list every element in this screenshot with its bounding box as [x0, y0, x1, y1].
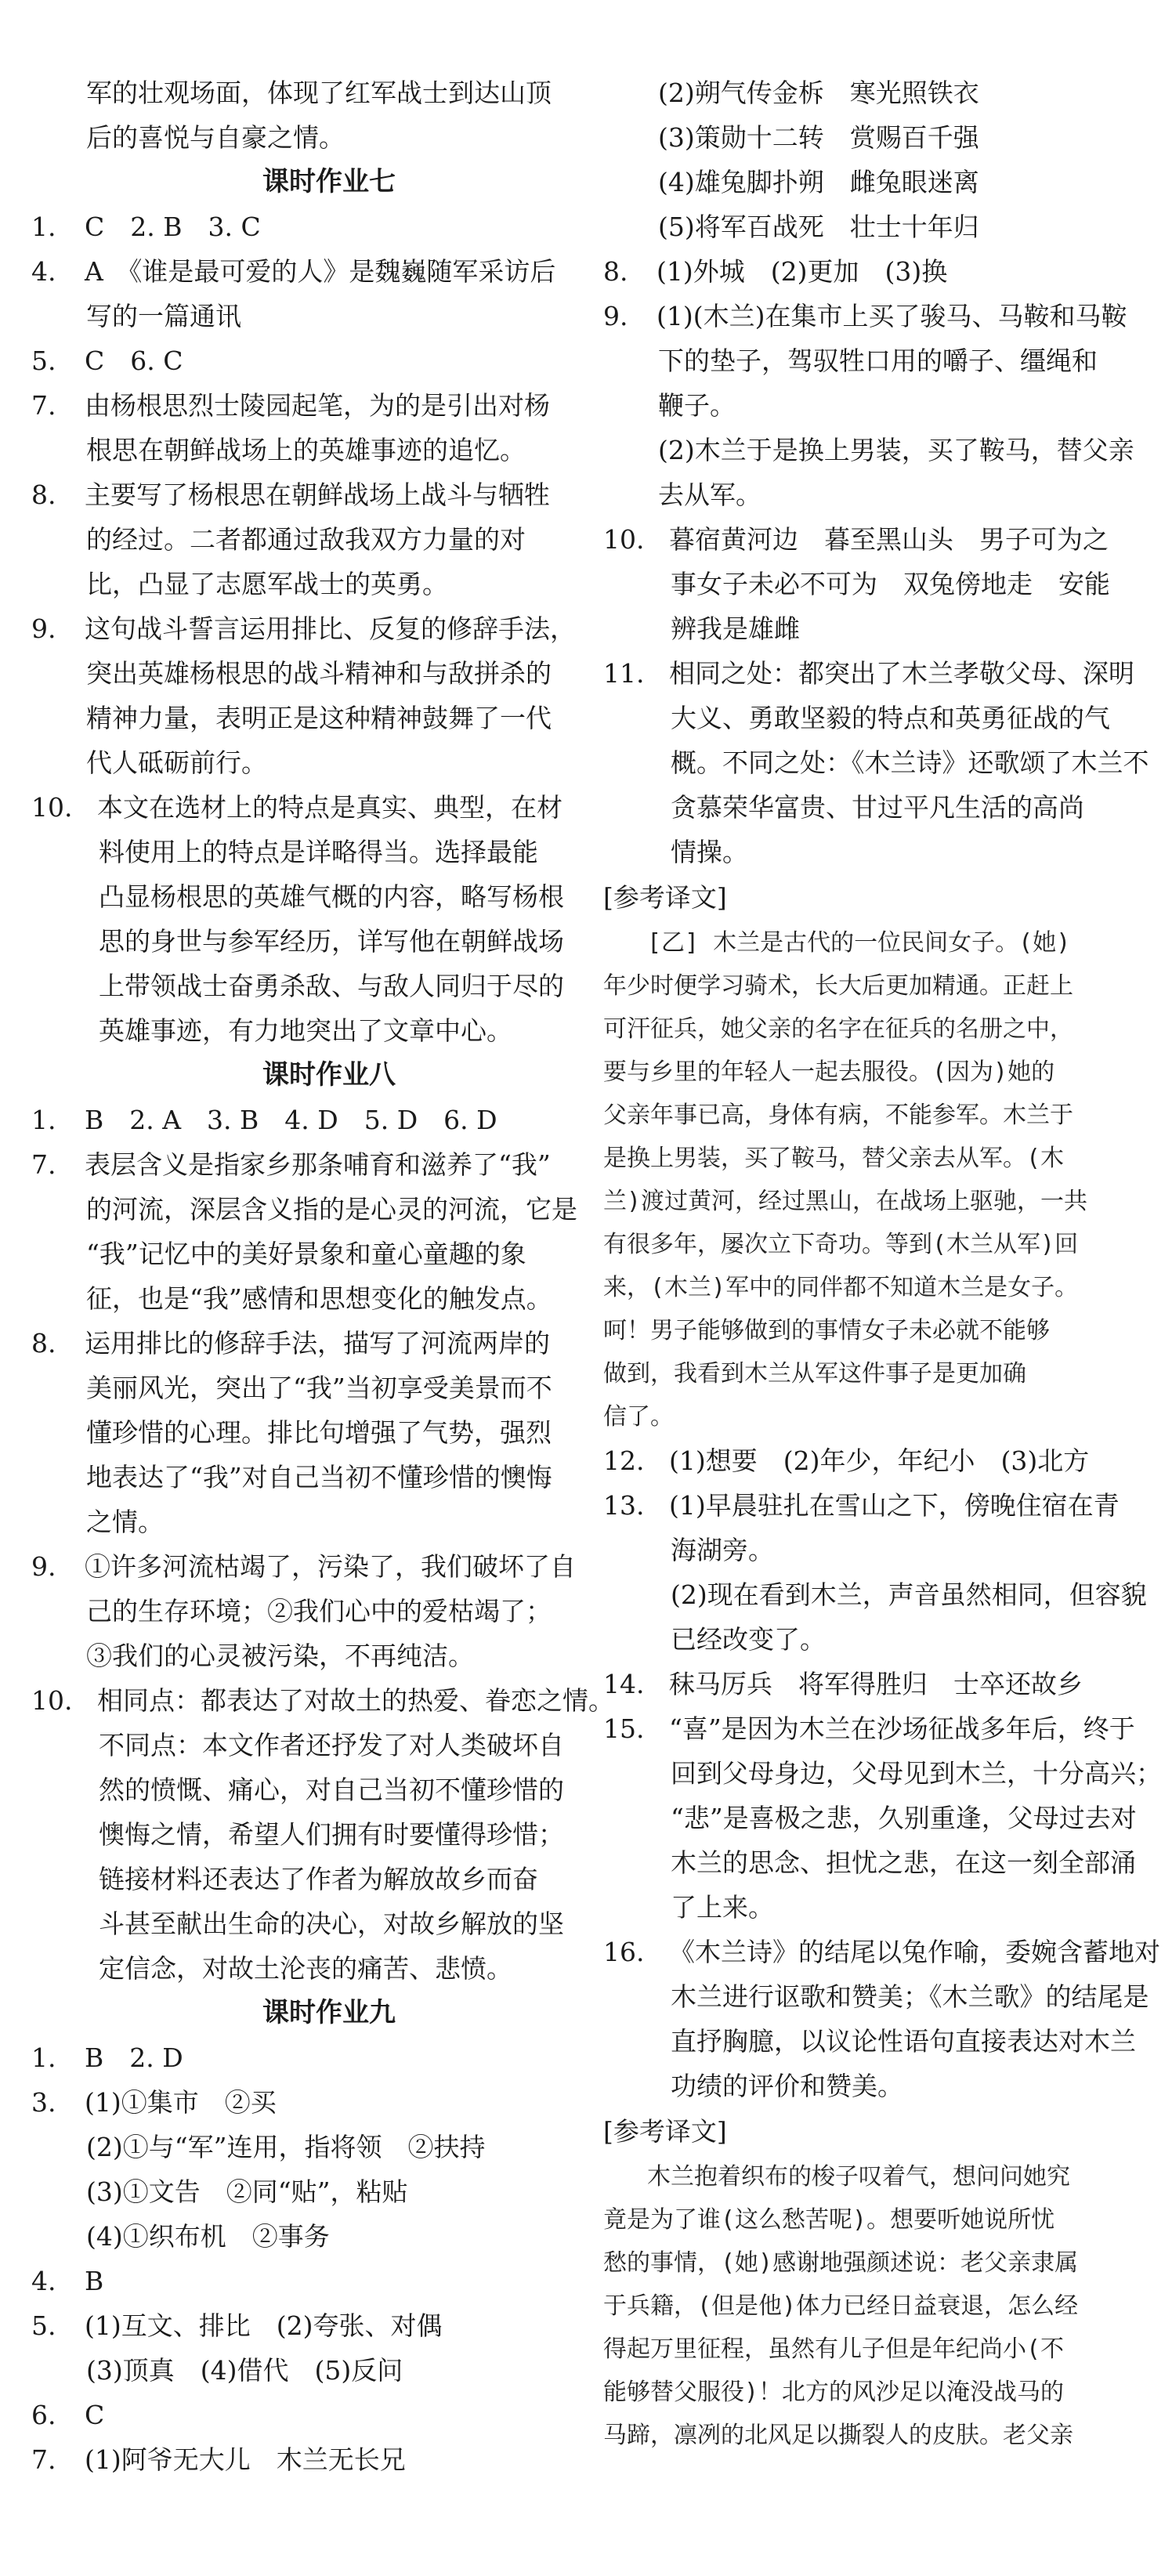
- answer-item: [603, 517, 1152, 562]
- answer-continuation: 回到父母身边，父母见到木兰，十分高兴；: [671, 1758, 1162, 1789]
- answer-text: (1)①集市 ②买: [85, 2087, 277, 2118]
- answer-item: [31, 1321, 580, 1366]
- answer-text: C: [85, 2400, 105, 2430]
- answer-continuation: (4)雄兔脚扑朔 雌兔眼迷离: [658, 167, 979, 197]
- answer-continuation: 懂珍惜的心理。排比句增强了气势，强烈: [86, 1417, 552, 1448]
- answer-text: “喜”是因为木兰在沙场征战多年后，终于: [669, 1713, 1135, 1744]
- answer-continuation: 海湖旁。: [671, 1535, 774, 1565]
- answer-continuation: 事女子未必不可为 双兔傍地走 安能: [671, 569, 1110, 599]
- answer-item: [31, 785, 580, 830]
- answer-continuation: 链接材料还表达了作者为解放故乡而奋: [99, 1864, 538, 1894]
- answer-text: 主要写了杨根思在朝鲜战场上战斗与牺牲: [85, 479, 550, 510]
- answer-number: 11.: [603, 658, 645, 689]
- answer-item: [31, 204, 580, 249]
- answer-number: 9.: [31, 1551, 56, 1582]
- answer-number: 8.: [31, 1328, 56, 1359]
- answer-text: C 6. C: [85, 346, 183, 376]
- right-column: [603, 71, 1162, 2457]
- answer-item: [31, 2035, 580, 2080]
- answer-continuation: 思的身世与参军经历，详写他在朝鲜战场: [99, 926, 564, 957]
- answer-continuation: 斗甚至献出生命的决心，对故乡解放的坚: [99, 1908, 564, 1939]
- answer-number: 7.: [31, 390, 56, 421]
- section-heading: 课时作业七: [262, 166, 396, 197]
- answer-continuation: 贪慕荣华富贵、甘过平凡生活的高尚: [671, 792, 1084, 823]
- answer-continuation: 地表达了“我”对自己当初不懂珍惜的懊悔: [86, 1462, 552, 1492]
- answer-number: 4.: [31, 2266, 56, 2296]
- answer-number: 4.: [31, 256, 56, 287]
- answer-item: [603, 1930, 1160, 1974]
- answer-continuation: 代人砥砺前行。: [86, 747, 267, 778]
- answer-number: 7.: [31, 2444, 56, 2475]
- answer-item: [31, 1098, 580, 1142]
- answer-number: 7.: [31, 1149, 56, 1180]
- answer-number: 9.: [603, 301, 628, 331]
- answer-text: 相同之处：都突出了木兰孝敬父母、深明: [669, 658, 1134, 689]
- answer-number: 9.: [31, 613, 56, 644]
- answer-continuation: (2)朔气传金柝 寒光照铁衣: [658, 78, 979, 108]
- translation-label: [参考译文]: [603, 2116, 727, 2147]
- answer-item: [31, 2080, 580, 2125]
- translation-line: 可汗征兵，她父亲的名字在征兵的名册之中，: [603, 1015, 1073, 1043]
- answer-number: 14.: [603, 1669, 645, 1699]
- answer-number: 10.: [603, 524, 645, 555]
- answer-continuation: “悲”是喜极之悲，久别重逢，父母过去对: [671, 1803, 1137, 1833]
- translation-line: 信了。: [603, 1403, 674, 1431]
- answer-text: 这句战斗誓言运用排比、反复的修辞手法，: [85, 613, 576, 644]
- answer-item: [31, 1544, 580, 1589]
- answer-continuation: 写的一篇通讯: [86, 301, 241, 331]
- answer-number: 10.: [31, 792, 73, 823]
- answer-continuation: (5)将军百战死 壮士十年归: [658, 212, 979, 242]
- answer-text: 《木兰诗》的结尾以兔作喻，委婉含蓄地对: [669, 1937, 1160, 1967]
- answer-continuation: 懊悔之情，希望人们拥有时要懂得珍惜；: [99, 1819, 564, 1850]
- translation-line: 父亲年事已高，身体有病，不能参军。木兰于: [603, 1102, 1073, 1129]
- answer-number: 1.: [31, 212, 56, 242]
- answer-continuation: 精神力量，表明正是这种精神鼓舞了一代: [86, 703, 552, 733]
- answer-text: 秣马厉兵 将军得胜归 士卒还故乡: [669, 1669, 1083, 1699]
- answer-text: C 2. B 3. C: [85, 212, 261, 242]
- answer-item: [31, 338, 580, 383]
- answer-continuation: (3)①文告 ②同“贴”，粘贴: [86, 2176, 408, 2207]
- answer-text: (1)(木兰)在集市上买了骏马、马鞍和马鞍: [657, 301, 1127, 331]
- translation-line: 能够替父服役)！北方的风沙足以淹没战马的: [603, 2379, 1065, 2406]
- answer-text: B: [85, 2266, 104, 2296]
- answer-continuation: (4)①织布机 ②事务: [86, 2221, 330, 2252]
- answer-continuation: (2)①与“军”连用，指将领 ②扶持: [86, 2132, 486, 2162]
- answer-text: B 2. A 3. B 4. D 5. D 6. D: [85, 1105, 497, 1135]
- answer-text: 运用排比的修辞手法，描写了河流两岸的: [85, 1328, 550, 1359]
- answer-number: 1.: [31, 1105, 56, 1135]
- answer-item: [603, 1483, 1152, 1528]
- translation-line: [乙] 木兰是古代的一位民间女子。(她): [647, 929, 1071, 957]
- translation-line: 得起万里征程，虽然有儿子但是年纪尚小(不: [603, 2335, 1065, 2363]
- translation-label: [参考译文]: [603, 882, 727, 913]
- answer-continuation: 美丽风光，突出了“我”当初享受美景而不: [86, 1373, 552, 1403]
- answer-continuation: 之情。: [86, 1507, 164, 1537]
- answer-item: [31, 2437, 580, 2482]
- answer-continuation: 了上来。: [671, 1892, 774, 1923]
- answer-item: [603, 1438, 1152, 1483]
- translation-line: 马蹄，凛冽的北风足以撕裂人的皮肤。老父亲: [603, 2422, 1073, 2449]
- answer-continuation: 辨我是雄雌: [671, 613, 800, 644]
- answer-continuation: 已经改变了。: [671, 1624, 826, 1655]
- answer-text: (1)早晨驻扎在雪山之下，傍晚住宿在青: [669, 1490, 1120, 1521]
- answer-continuation: 木兰的思念、担忧之悲，在这一刻全部涌: [671, 1847, 1136, 1878]
- answer-item: [31, 606, 580, 651]
- answer-text: 暮宿黄河边 暮至黑山头 男子可为之: [669, 524, 1109, 555]
- answer-continuation: 鞭子。: [658, 390, 736, 421]
- answer-continuation: 然的愤慨、痛心，对自己当初不懂珍惜的: [99, 1775, 564, 1805]
- answer-continuation: 情操。: [671, 837, 748, 867]
- answer-item: [31, 2303, 580, 2348]
- answer-text: 本文在选材上的特点是真实、典型，在材: [97, 792, 562, 823]
- answer-continuation: 上带领战士奋勇杀敌、与敌人同归于尽的: [99, 971, 564, 1001]
- answer-continuation: 概。不同之处：《木兰诗》还歌颂了木兰不: [671, 747, 1149, 778]
- answer-number: 1.: [31, 2042, 56, 2073]
- answer-continuation: 的河流，深层含义指的是心灵的河流，它是: [86, 1194, 577, 1225]
- answer-text: A 《谁是最可爱的人》是魏巍随军采访后: [85, 256, 556, 287]
- answer-continuation: 直抒胸臆，以议论性语句直接表达对木兰: [671, 2026, 1136, 2057]
- answer-item: [31, 249, 580, 294]
- answer-text: 表层含义是指家乡那条哺育和滋养了“我”: [85, 1149, 551, 1180]
- answer-item: [31, 383, 580, 428]
- translation-line: 要与乡里的年轻人一起去服役。(因为)她的: [603, 1058, 1055, 1086]
- answer-number: 6.: [31, 2400, 56, 2430]
- answer-continuation: 大义、勇敢坚毅的特点和英勇征战的气: [671, 703, 1110, 733]
- answer-number: 10.: [31, 1685, 73, 1716]
- translation-line: 是换上男装，买了鞍马，替父亲去从军。(木: [603, 1145, 1065, 1172]
- answer-item: [603, 294, 1152, 338]
- answer-item: [603, 1706, 1152, 1751]
- answer-continuation: 后的喜悦与自豪之情。: [86, 122, 345, 153]
- answer-continuation: 根思在朝鲜战场上的英雄事迹的追忆。: [86, 435, 526, 465]
- translation-line: 竟是为了谁(这么愁苦呢)。想要听她说所忧: [603, 2206, 1055, 2234]
- translation-line: 愁的事情，(她)感谢地强颜述说：老父亲隶属: [603, 2249, 1079, 2277]
- answer-number: 15.: [603, 1713, 645, 1744]
- answer-continuation: 下的垫子，驾驭牲口用的嚼子、缰绳和: [658, 346, 1098, 376]
- answer-text: 由杨根思烈士陵园起笔，为的是引出对杨: [85, 390, 550, 421]
- answer-continuation: “我”记忆中的美好景象和童心童趣的象: [86, 1239, 526, 1269]
- answer-number: 8.: [31, 479, 56, 510]
- answer-item: [31, 1142, 580, 1187]
- answer-number: 8.: [603, 256, 628, 287]
- answer-continuation: 征，也是“我”感情和思想变化的触发点。: [86, 1283, 552, 1314]
- translation-line: 来，(木兰)军中的同伴都不知道木兰是女子。: [603, 1274, 1079, 1301]
- answer-text: B 2. D: [85, 2042, 183, 2073]
- answer-number: 5.: [31, 2310, 56, 2341]
- answer-number: 16.: [603, 1937, 645, 1967]
- answer-continuation: 军的壮观场面，体现了红军战士到达山顶: [86, 78, 552, 108]
- answer-continuation: (2)现在看到木兰，声音虽然相同，但容貌: [671, 1579, 1147, 1610]
- translation-line: 兰)渡过黄河，经过黑山，在战场上驱驰，一共: [603, 1188, 1088, 1215]
- answer-continuation: 去从军。: [658, 479, 761, 510]
- answer-continuation: 比，凸显了志愿军战士的英勇。: [86, 569, 448, 599]
- translation-line: 做到，我看到木兰从军这件事子是更加确: [603, 1360, 1026, 1387]
- section-heading: 课时作业九: [262, 1997, 396, 2028]
- answer-number: 12.: [603, 1445, 645, 1476]
- translation-line: 年少时便学习骑术，长大后更加精通。正赶上: [603, 972, 1073, 1000]
- answer-continuation: (3)策勋十二转 赏赐百千强: [658, 122, 979, 153]
- answer-text: 相同点：都表达了对故土的热爱、眷恋之情。: [97, 1685, 614, 1716]
- answer-text: (1)想要 (2)年少，年纪小 (3)北方: [669, 1445, 1090, 1476]
- answer-continuation: ③我们的心灵被污染，不再纯洁。: [86, 1641, 474, 1671]
- translation-line: 有很多年，屡次立下奇功。等到(木兰从军)回: [603, 1231, 1079, 1258]
- answer-item: [603, 249, 1152, 294]
- answer-continuation: 突出英雄杨根思的战斗精神和与敌拼杀的: [86, 658, 552, 689]
- answer-item: [603, 1662, 1152, 1706]
- answer-continuation: 的经过。二者都通过敌我双方力量的对: [86, 524, 526, 555]
- section-heading: 课时作业八: [262, 1059, 396, 1091]
- translation-line: 于兵籍，(但是他)体力已经日益衰退，怎么经: [603, 2292, 1079, 2320]
- answer-item: [31, 2393, 580, 2437]
- translation-line: 呵！男子能够做到的事情女子未必就不能够: [603, 1317, 1050, 1344]
- answer-number: 3.: [31, 2087, 56, 2118]
- translation-line: 木兰抱着织布的梭子叹着气，想问问她究: [647, 2163, 1070, 2191]
- answer-continuation: (2)木兰于是换上男装，买了鞍马，替父亲: [658, 435, 1134, 465]
- answer-continuation: 木兰进行讴歌和赞美；《木兰歌》的结尾是: [671, 1981, 1149, 2012]
- answer-item: [31, 1678, 614, 1723]
- answer-continuation: 不同点：本文作者还抒发了对人类破坏自: [99, 1730, 564, 1760]
- answer-continuation: (3)顶真 (4)借代 (5)反问: [86, 2355, 403, 2386]
- answer-continuation: 定信念，对故土沦丧的痛苦、悲愤。: [99, 1953, 512, 1984]
- answer-continuation: 功绩的评价和赞美。: [671, 2071, 903, 2101]
- answer-continuation: 己的生存环境；②我们心中的爱枯竭了；: [86, 1596, 552, 1626]
- answer-number: 5.: [31, 346, 56, 376]
- answer-item: [603, 651, 1152, 696]
- answer-item: [31, 472, 580, 517]
- answer-continuation: 凸显杨根思的英雄气概的内容，略写杨根: [99, 881, 564, 912]
- answer-continuation: 料使用上的特点是详略得当。选择最能: [99, 837, 538, 867]
- answer-number: 13.: [603, 1490, 645, 1521]
- answer-text: (1)外城 (2)更加 (3)换: [657, 256, 948, 287]
- left-column: [31, 71, 614, 2482]
- answer-text: (1)互文、排比 (2)夸张、对偶: [85, 2310, 443, 2341]
- answer-text: (1)阿爷无大儿 木兰无长兄: [85, 2444, 406, 2475]
- answer-continuation: 英雄事迹，有力地突出了文章中心。: [99, 1015, 512, 1046]
- answer-item: [31, 2259, 580, 2303]
- answer-text: ①许多河流枯竭了，污染了，我们破坏了自: [85, 1551, 576, 1582]
